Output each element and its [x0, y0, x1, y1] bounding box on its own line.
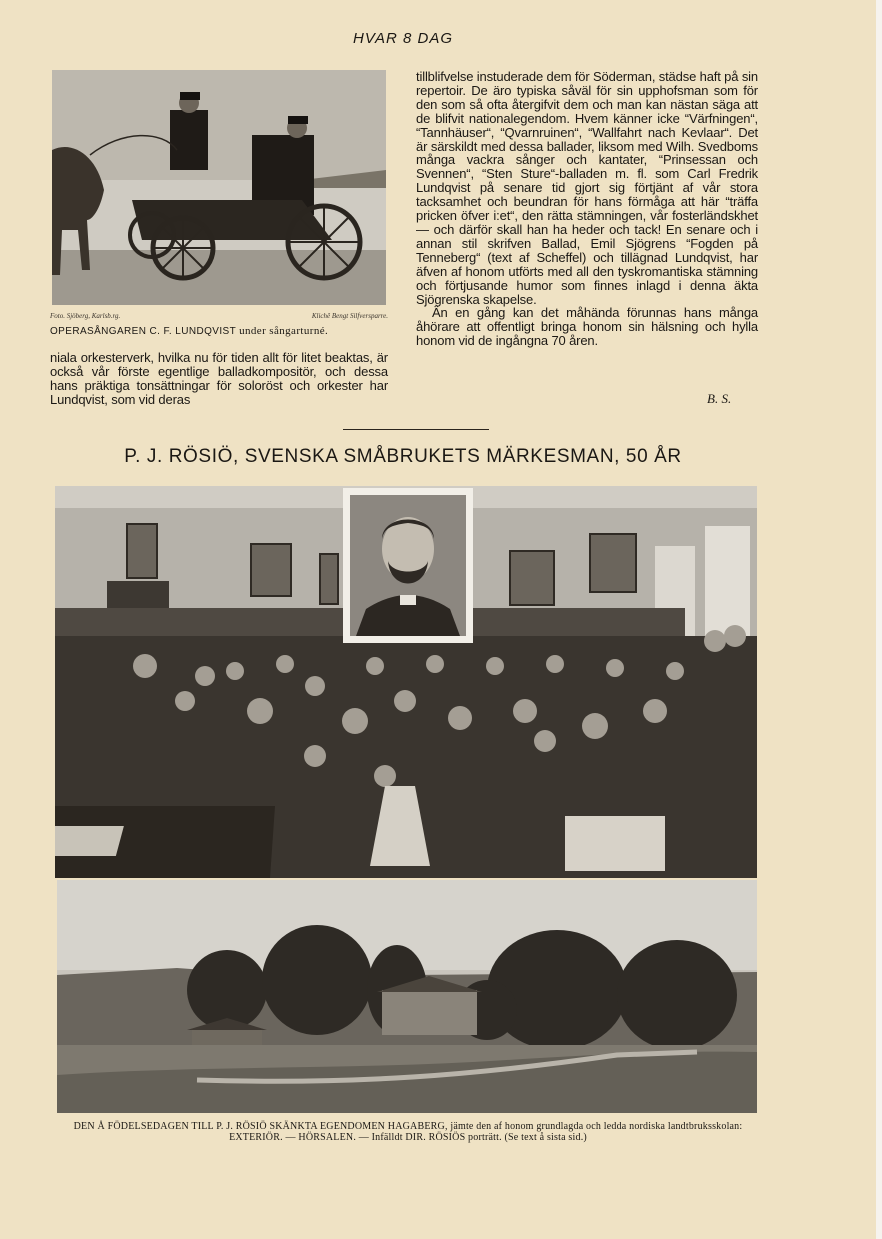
photo-credit [50, 312, 388, 320]
photographer-credit: Foto. Sjöberg, Karlsb.rg. [50, 312, 121, 320]
carriage-photo [52, 70, 386, 305]
right-column-paragraph-1: tillblifvelse instuderade dem för Söderman, städse haft på sin repertoir. De äro typiska såväl för sin upphofsman som för den som så ofta återgifvit dem och man kan nästan säga att de blifvit nationalegendom. Hvem känner icke “Värfningen“, “Tannhäuser“, “Qvarnruinen“, “Wallfahrt nach Kevlaar“. Det är särskildt med dessa ballader, liksom med Wilh. Svedboms många vackra sånger och kantater, “Prinsessan och Svennen“, “Sten Sture“-balladen m. fl. som Carl Fredrik Lundqvist på senare tid gjort sig förtjänt af vår stora tacksamhet och beundran för hans förmåga att här “träffa pricken öfver i:et“, den rätta stämningen, vår fosterländskhet — och därför skall han ha heder och tack! En senare och i annan stil skrifven Ballad, Emil Sjögrens “Fogden på Tenneberg“ (text af Scheffel) och tillägnad Lundqvist, har äfven af honom utförts med all den tyskromantiska stämning och förtjusande humor som finnes inlagd i denna äkta Sjögrenska skapelse. [416, 69, 758, 307]
left-column-paragraph: niala orkesterverk, hvilka nu för tiden allt för litet beaktas, är också vår förste egentlige balladkompositör, och dessa hans präktiga tonsättningar för soloröst och orkester har Lundqvist, som vid deras [50, 350, 388, 407]
carriage-caption [50, 325, 388, 337]
article-right-column [416, 70, 758, 348]
bottom-caption: DEN Å FÖDELSEDAGEN TILL P. J. RÖSIÖ SKÄNKTA EGENDOMEN HAGABERG, jämte den af honom grundlagda och ledda nordiska landtbruksskolan: EXTERIÖR. — HÖRSALEN. — Infälldt DIR. RÖSIÖS porträtt. (Se text å sista sid.) [73, 1121, 743, 1143]
section-headline: P. J. RÖSIÖ, SVENSKA SMÅBRUKETS MÄRKESMAN, 50 ÅR [124, 446, 682, 467]
right-column-paragraph-2: Än en gång kan det måhända förunnas hans många åhörare att offentligt bringa honom sin hälsning och hylla honom vid de ingångna 70 åren. [416, 305, 758, 349]
section-divider [343, 429, 489, 430]
cliche-credit: Klichê Bengt Silfversparre. [311, 312, 388, 320]
page-edge [876, 0, 882, 1239]
carriage-caption-main: OPERASÅNGAREN C. F. LUNDQVIST [50, 326, 236, 337]
rosio-portrait-inset [343, 488, 473, 643]
article-left-column [50, 351, 388, 407]
page-header: HVAR 8 DAG [352, 30, 454, 47]
hagaberg-exterior-photo [57, 880, 757, 1113]
carriage-caption-tail: under sångarturné. [239, 325, 329, 337]
article-signature: B. S. [707, 391, 732, 406]
